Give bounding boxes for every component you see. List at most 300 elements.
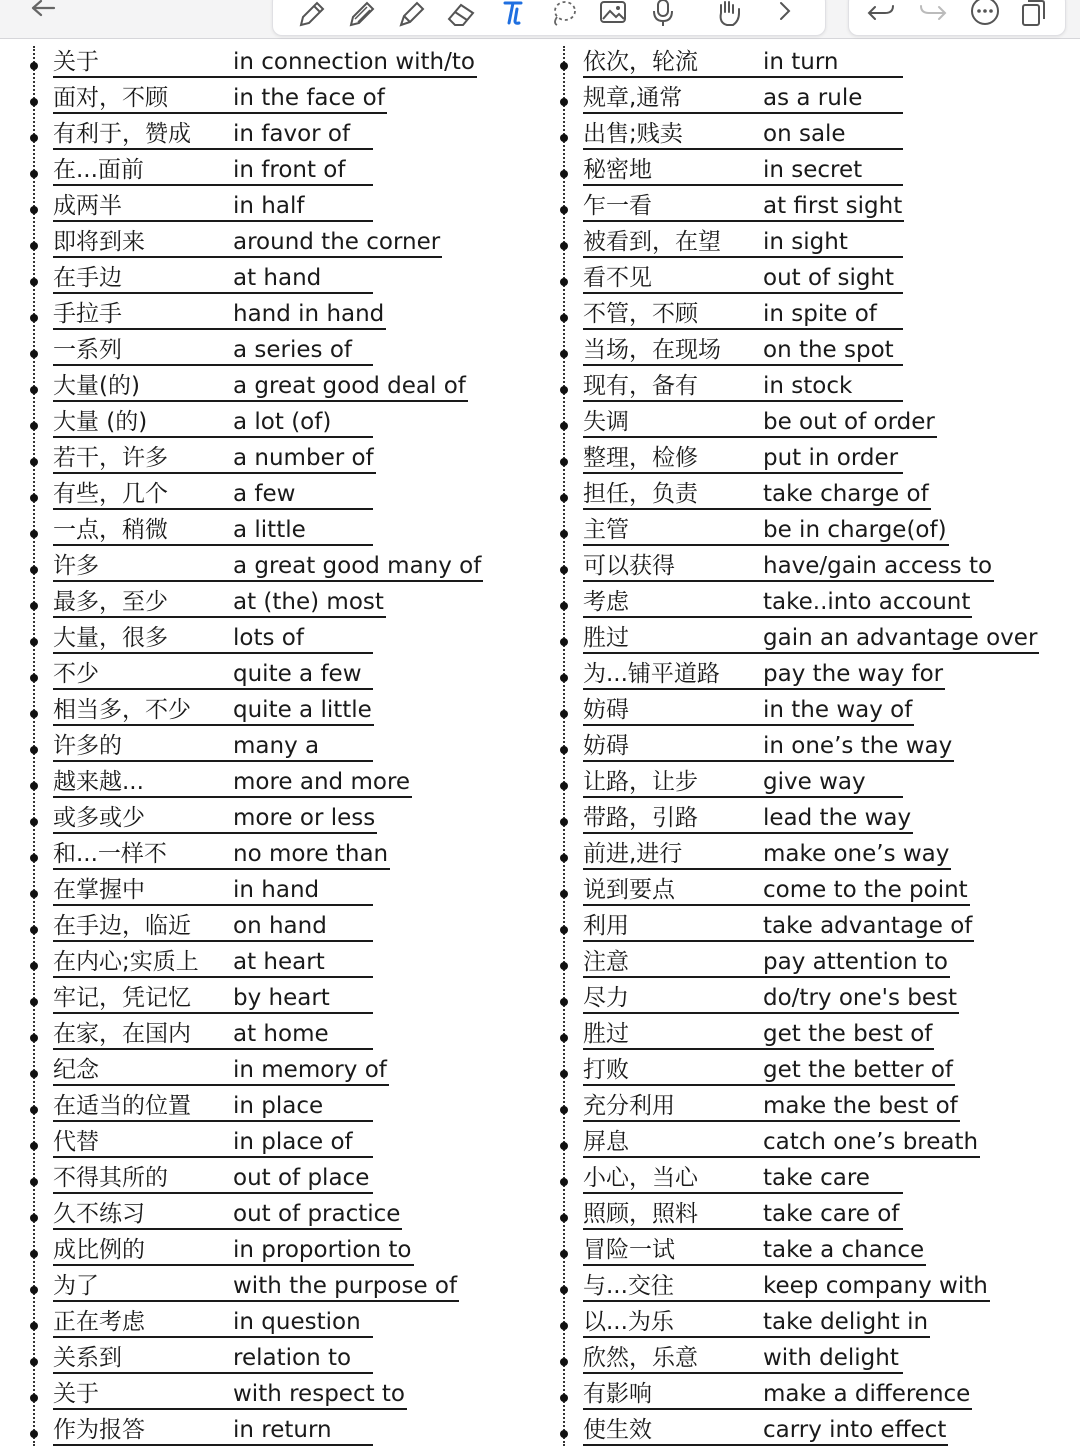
english-phrase: take care of	[763, 1200, 903, 1230]
pen-icon[interactable]	[295, 0, 327, 27]
list-item	[24, 1198, 524, 1234]
bullet-dot-icon	[30, 566, 38, 574]
list-item	[24, 154, 524, 190]
bullet-dot-icon	[560, 314, 568, 322]
chinese-meaning: 依次，轮流	[583, 48, 763, 78]
bullet-dot-icon	[30, 746, 38, 754]
list-item	[554, 1270, 1054, 1306]
english-phrase: gain an advantage over	[763, 624, 1039, 654]
bullet-dot-icon	[30, 350, 38, 358]
chinese-meaning: 大量，很多	[53, 624, 233, 654]
english-phrase: come to the point	[763, 876, 970, 906]
bullet-dot-icon	[30, 422, 38, 430]
bullet-dot-icon	[560, 1214, 568, 1222]
list-item	[554, 190, 1054, 226]
chinese-meaning: 关于	[53, 1380, 233, 1410]
bullet-dot-icon	[560, 566, 568, 574]
list-item	[554, 298, 1054, 334]
english-phrase: carry into effect	[763, 1416, 948, 1446]
chinese-meaning: 不得其所的	[53, 1164, 233, 1194]
list-item	[554, 694, 1054, 730]
chinese-meaning: 在...面前	[53, 156, 233, 186]
list-item	[24, 586, 524, 622]
english-phrase: in place of	[233, 1128, 373, 1158]
list-item	[24, 442, 524, 478]
english-phrase: take charge of	[763, 480, 931, 510]
bullet-dot-icon	[30, 314, 38, 322]
english-phrase: a few	[233, 480, 373, 510]
bullet-dot-icon	[560, 494, 568, 502]
chinese-meaning: 大量 (的)	[53, 408, 233, 438]
list-item	[24, 694, 524, 730]
bullet-dot-icon	[30, 1034, 38, 1042]
hand-icon[interactable]	[713, 0, 745, 27]
bullet-dot-icon	[30, 782, 38, 790]
chinese-meaning: 一系列	[53, 336, 233, 366]
list-item	[24, 334, 524, 370]
chinese-meaning: 越来越...	[53, 768, 233, 798]
chinese-meaning: 或多或少	[53, 804, 233, 834]
list-item	[24, 622, 524, 658]
list-item	[554, 730, 1054, 766]
chinese-meaning: 不少	[53, 660, 233, 690]
chinese-meaning: 有些，几个	[53, 480, 233, 510]
english-phrase: a number of	[233, 444, 376, 474]
chinese-meaning: 乍一看	[583, 192, 763, 222]
chinese-meaning: 有利于，赞成	[53, 120, 233, 150]
english-phrase: by heart	[233, 984, 373, 1014]
chinese-meaning: 与...交往	[583, 1272, 763, 1302]
english-phrase: have/gain access to	[763, 552, 994, 582]
list-item	[554, 1378, 1054, 1414]
list-item	[554, 982, 1054, 1018]
list-item	[24, 658, 524, 694]
chinese-meaning: 主管	[583, 516, 763, 546]
chinese-meaning: 在掌握中	[53, 876, 233, 906]
chinese-meaning: 有影响	[583, 1380, 763, 1410]
english-phrase: take delight in	[763, 1308, 930, 1338]
bullet-dot-icon	[560, 1106, 568, 1114]
bullet-dot-icon	[30, 530, 38, 538]
bullet-dot-icon	[30, 1286, 38, 1294]
chinese-meaning: 照顾，照料	[583, 1200, 763, 1230]
english-phrase: in one’s the way	[763, 732, 954, 762]
bullet-dot-icon	[30, 1106, 38, 1114]
english-phrase: with the purpose of	[233, 1272, 459, 1302]
list-item	[24, 1234, 524, 1270]
bullet-dot-icon	[30, 1250, 38, 1258]
english-phrase: on sale	[763, 120, 903, 150]
bullet-dot-icon	[560, 422, 568, 430]
bullet-dot-icon	[30, 278, 38, 286]
english-phrase: make a difference	[763, 1380, 972, 1410]
chinese-meaning: 关系到	[53, 1344, 233, 1374]
chinese-meaning: 被看到，在望	[583, 228, 763, 258]
english-phrase: in the way of	[763, 696, 914, 726]
bullet-dot-icon	[30, 1142, 38, 1150]
chinese-meaning: 带路，引路	[583, 804, 763, 834]
list-item	[554, 550, 1054, 586]
top-toolbar	[0, 0, 1080, 39]
chinese-meaning: 前进,进行	[583, 840, 763, 870]
bullet-dot-icon	[560, 962, 568, 970]
bullet-dot-icon	[30, 602, 38, 610]
list-item	[554, 226, 1054, 262]
chinese-meaning: 欣然，乐意	[583, 1344, 763, 1374]
bullet-dot-icon	[30, 854, 38, 862]
english-phrase: hand in hand	[233, 300, 386, 330]
bullet-dot-icon	[560, 710, 568, 718]
english-phrase: a series of	[233, 336, 373, 366]
english-phrase: a great good deal of	[233, 372, 468, 402]
bullet-dot-icon	[30, 890, 38, 898]
list-item	[24, 118, 524, 154]
english-phrase: out of practice	[233, 1200, 402, 1230]
bullet-dot-icon	[30, 710, 38, 718]
english-phrase: relation to	[233, 1344, 373, 1374]
bullet-dot-icon	[560, 1286, 568, 1294]
list-item	[24, 946, 524, 982]
list-item	[24, 874, 524, 910]
list-item	[554, 1162, 1054, 1198]
bullet-dot-icon	[560, 746, 568, 754]
bullet-dot-icon	[30, 1358, 38, 1366]
chinese-meaning: 为了	[53, 1272, 233, 1302]
chinese-meaning: 即将到来	[53, 228, 233, 258]
pages-icon[interactable]	[1017, 0, 1049, 27]
chinese-meaning: 为...铺平道路	[583, 660, 763, 690]
drawing-tools-group	[272, 0, 826, 36]
chinese-meaning: 在适当的位置	[53, 1092, 233, 1122]
list-item	[554, 658, 1054, 694]
list-item	[24, 550, 524, 586]
chinese-meaning: 最多，至少	[53, 588, 233, 618]
bullet-dot-icon	[560, 854, 568, 862]
more-icon[interactable]	[969, 0, 1001, 27]
english-phrase: be out of order	[763, 408, 937, 438]
english-phrase: put in order	[763, 444, 903, 474]
bullet-dot-icon	[560, 1178, 568, 1186]
chinese-meaning: 面对，不顾	[53, 84, 233, 114]
bullet-dot-icon	[560, 1034, 568, 1042]
list-item	[554, 46, 1054, 82]
chinese-meaning: 担任，负责	[583, 480, 763, 510]
chinese-meaning: 许多的	[53, 732, 233, 762]
chevron-right-icon[interactable]	[769, 0, 801, 27]
english-phrase: get the better of	[763, 1056, 955, 1086]
eraser-icon[interactable]	[445, 0, 477, 27]
bullet-dot-icon	[560, 674, 568, 682]
english-phrase: at first sight	[763, 192, 904, 222]
list-item	[24, 1378, 524, 1414]
bullet-dot-icon	[560, 602, 568, 610]
redo-icon[interactable]	[917, 0, 949, 27]
bullet-dot-icon	[560, 170, 568, 178]
bullet-dot-icon	[30, 170, 38, 178]
list-item	[554, 118, 1054, 154]
chinese-meaning: 正在考虑	[53, 1308, 233, 1338]
list-item	[24, 910, 524, 946]
bullet-dot-icon	[560, 458, 568, 466]
bullet-dot-icon	[560, 206, 568, 214]
bullet-dot-icon	[560, 1430, 568, 1438]
list-item	[554, 442, 1054, 478]
list-item	[24, 46, 524, 82]
bullet-dot-icon	[30, 134, 38, 142]
chinese-meaning: 在内心;实质上	[53, 948, 233, 978]
list-item	[554, 874, 1054, 910]
english-phrase: lead the way	[763, 804, 913, 834]
bullet-dot-icon	[30, 1394, 38, 1402]
chinese-meaning: 以...为乐	[583, 1308, 763, 1338]
chinese-meaning: 整理，检修	[583, 444, 763, 474]
english-phrase: take care	[763, 1164, 903, 1194]
list-item	[24, 802, 524, 838]
bullet-dot-icon	[30, 926, 38, 934]
bullet-dot-icon	[30, 998, 38, 1006]
list-item	[554, 334, 1054, 370]
list-item	[554, 514, 1054, 550]
chinese-meaning: 妨碍	[583, 696, 763, 726]
english-phrase: with respect to	[233, 1380, 407, 1410]
english-phrase: on the spot	[763, 336, 903, 366]
chinese-meaning: 大量(的)	[53, 372, 233, 402]
list-item	[24, 1018, 524, 1054]
english-phrase: quite a few	[233, 660, 373, 690]
english-phrase: do/try one's best	[763, 984, 959, 1014]
bullet-dot-icon	[560, 530, 568, 538]
bullet-dot-icon	[560, 926, 568, 934]
list-item	[24, 406, 524, 442]
list-item	[24, 262, 524, 298]
english-phrase: at (the) most	[233, 588, 386, 618]
list-item	[554, 1126, 1054, 1162]
english-phrase: in place	[233, 1092, 373, 1122]
chinese-meaning: 考虑	[583, 588, 763, 618]
chinese-meaning: 冒险一试	[583, 1236, 763, 1266]
english-phrase: in secret	[763, 156, 903, 186]
chinese-meaning: 妨碍	[583, 732, 763, 762]
chinese-meaning: 若干，许多	[53, 444, 233, 474]
english-phrase: in the face of	[233, 84, 387, 114]
chinese-meaning: 出售;贱卖	[583, 120, 763, 150]
list-item	[554, 1234, 1054, 1270]
chinese-meaning: 久不练习	[53, 1200, 233, 1230]
list-item	[554, 478, 1054, 514]
list-item	[24, 982, 524, 1018]
bullet-dot-icon	[30, 1178, 38, 1186]
chinese-meaning: 屏息	[583, 1128, 763, 1158]
undo-icon[interactable]	[865, 0, 897, 27]
bullet-dot-icon	[30, 1430, 38, 1438]
lasso-icon[interactable]	[547, 0, 579, 27]
english-phrase: get the best of	[763, 1020, 934, 1050]
list-item	[24, 1306, 524, 1342]
bullet-dot-icon	[560, 386, 568, 394]
english-phrase: at home	[233, 1020, 373, 1050]
english-phrase: take..into account	[763, 588, 972, 618]
phrase-list-right	[554, 46, 1054, 1450]
chinese-meaning: 和...一样不	[53, 840, 233, 870]
english-phrase: in connection with/to	[233, 48, 477, 78]
english-phrase: at hand	[233, 264, 373, 294]
chinese-meaning: 说到要点	[583, 876, 763, 906]
chinese-meaning: 在家，在国内	[53, 1020, 233, 1050]
list-item	[554, 802, 1054, 838]
chinese-meaning: 秘密地	[583, 156, 763, 186]
chinese-meaning: 许多	[53, 552, 233, 582]
list-item	[554, 1018, 1054, 1054]
chinese-meaning: 利用	[583, 912, 763, 942]
list-item	[554, 1306, 1054, 1342]
list-item	[24, 1270, 524, 1306]
bullet-dot-icon	[30, 458, 38, 466]
bullet-dot-icon	[30, 62, 38, 70]
english-phrase: out of sight	[763, 264, 903, 294]
bullet-dot-icon	[30, 242, 38, 250]
bullet-dot-icon	[30, 638, 38, 646]
text-icon[interactable]	[497, 0, 529, 27]
chinese-meaning: 现有，备有	[583, 372, 763, 402]
english-phrase: keep company with	[763, 1272, 990, 1302]
bullet-dot-icon	[30, 98, 38, 106]
bullet-dot-icon	[30, 818, 38, 826]
english-phrase: in memory of	[233, 1056, 389, 1086]
chinese-meaning: 尽力	[583, 984, 763, 1014]
list-item	[24, 1414, 524, 1450]
english-phrase: a little	[233, 516, 373, 546]
english-phrase: give way	[763, 768, 903, 798]
bullet-dot-icon	[560, 818, 568, 826]
bullet-dot-icon	[30, 962, 38, 970]
english-phrase: in half	[233, 192, 373, 222]
list-item	[554, 154, 1054, 190]
bullet-dot-icon	[560, 98, 568, 106]
bullet-dot-icon	[560, 278, 568, 286]
chinese-meaning: 小心，当心	[583, 1164, 763, 1194]
english-phrase: at heart	[233, 948, 373, 978]
bullet-dot-icon	[560, 350, 568, 358]
english-phrase: out of place	[233, 1164, 373, 1194]
english-phrase: make one’s way	[763, 840, 951, 870]
chinese-meaning: 失调	[583, 408, 763, 438]
list-item	[554, 82, 1054, 118]
list-item	[554, 406, 1054, 442]
list-item	[554, 910, 1054, 946]
english-phrase: more and more	[233, 768, 412, 798]
chinese-meaning: 一点，稍微	[53, 516, 233, 546]
list-item	[24, 730, 524, 766]
english-phrase: in proportion to	[233, 1236, 414, 1266]
list-item	[24, 478, 524, 514]
bullet-dot-icon	[560, 890, 568, 898]
english-phrase: a great good many of	[233, 552, 483, 582]
english-phrase: in hand	[233, 876, 373, 906]
back-arrow-icon[interactable]	[28, 0, 58, 24]
list-item	[24, 838, 524, 874]
pencil-icon[interactable]	[345, 0, 377, 27]
english-phrase: a lot (of)	[233, 408, 373, 438]
english-phrase: in return	[233, 1416, 373, 1446]
list-item	[554, 946, 1054, 982]
english-phrase: many a	[233, 732, 373, 762]
bullet-dot-icon	[30, 494, 38, 502]
list-item	[24, 82, 524, 118]
english-phrase: more or less	[233, 804, 377, 834]
english-phrase: around the corner	[233, 228, 442, 258]
english-phrase: in front of	[233, 156, 373, 186]
chinese-meaning: 看不见	[583, 264, 763, 294]
bullet-dot-icon	[30, 1214, 38, 1222]
list-item	[24, 298, 524, 334]
list-item	[554, 1198, 1054, 1234]
list-item	[24, 766, 524, 802]
chinese-meaning: 使生效	[583, 1416, 763, 1446]
chinese-meaning: 可以获得	[583, 552, 763, 582]
microphone-icon[interactable]	[647, 0, 679, 27]
list-item	[554, 586, 1054, 622]
bullet-dot-icon	[30, 1070, 38, 1078]
bullet-dot-icon	[560, 782, 568, 790]
english-phrase: quite a little	[233, 696, 374, 726]
list-item	[24, 370, 524, 406]
english-phrase: take advantage of	[763, 912, 974, 942]
english-phrase: catch one’s breath	[763, 1128, 980, 1158]
chinese-meaning: 胜过	[583, 1020, 763, 1050]
english-phrase: be in charge(of)	[763, 516, 949, 546]
bullet-dot-icon	[560, 638, 568, 646]
english-phrase: no more than	[233, 840, 390, 870]
list-item	[24, 1342, 524, 1378]
english-phrase: in turn	[763, 48, 903, 78]
english-phrase: in spite of	[763, 300, 903, 330]
chinese-meaning: 牢记，凭记忆	[53, 984, 233, 1014]
english-phrase: in sight	[763, 228, 903, 258]
chinese-meaning: 纪念	[53, 1056, 233, 1086]
english-phrase: pay the way for	[763, 660, 945, 690]
english-phrase: in stock	[763, 372, 903, 402]
bullet-dot-icon	[30, 206, 38, 214]
list-item	[554, 262, 1054, 298]
list-item	[24, 1162, 524, 1198]
list-item	[554, 1090, 1054, 1126]
bullet-dot-icon	[30, 674, 38, 682]
bullet-dot-icon	[560, 998, 568, 1006]
bullet-dot-icon	[560, 1070, 568, 1078]
highlighter-icon[interactable]	[395, 0, 427, 27]
list-item	[24, 190, 524, 226]
bullet-dot-icon	[30, 1322, 38, 1330]
list-item	[554, 1342, 1054, 1378]
chinese-meaning: 代替	[53, 1128, 233, 1158]
bullet-dot-icon	[560, 1358, 568, 1366]
image-icon[interactable]	[597, 0, 629, 27]
chinese-meaning: 相当多，不少	[53, 696, 233, 726]
english-phrase: lots of	[233, 624, 373, 654]
action-tools-group	[848, 0, 1066, 36]
english-phrase: make the best of	[763, 1092, 960, 1122]
chinese-meaning: 让路，让步	[583, 768, 763, 798]
english-phrase: as a rule	[763, 84, 903, 114]
english-phrase: on hand	[233, 912, 373, 942]
bullet-dot-icon	[560, 1322, 568, 1330]
chinese-meaning: 作为报答	[53, 1416, 233, 1446]
list-item	[24, 1090, 524, 1126]
list-item	[24, 1126, 524, 1162]
english-phrase: pay attention to	[763, 948, 950, 978]
list-item	[554, 766, 1054, 802]
english-phrase: in favor of	[233, 120, 373, 150]
